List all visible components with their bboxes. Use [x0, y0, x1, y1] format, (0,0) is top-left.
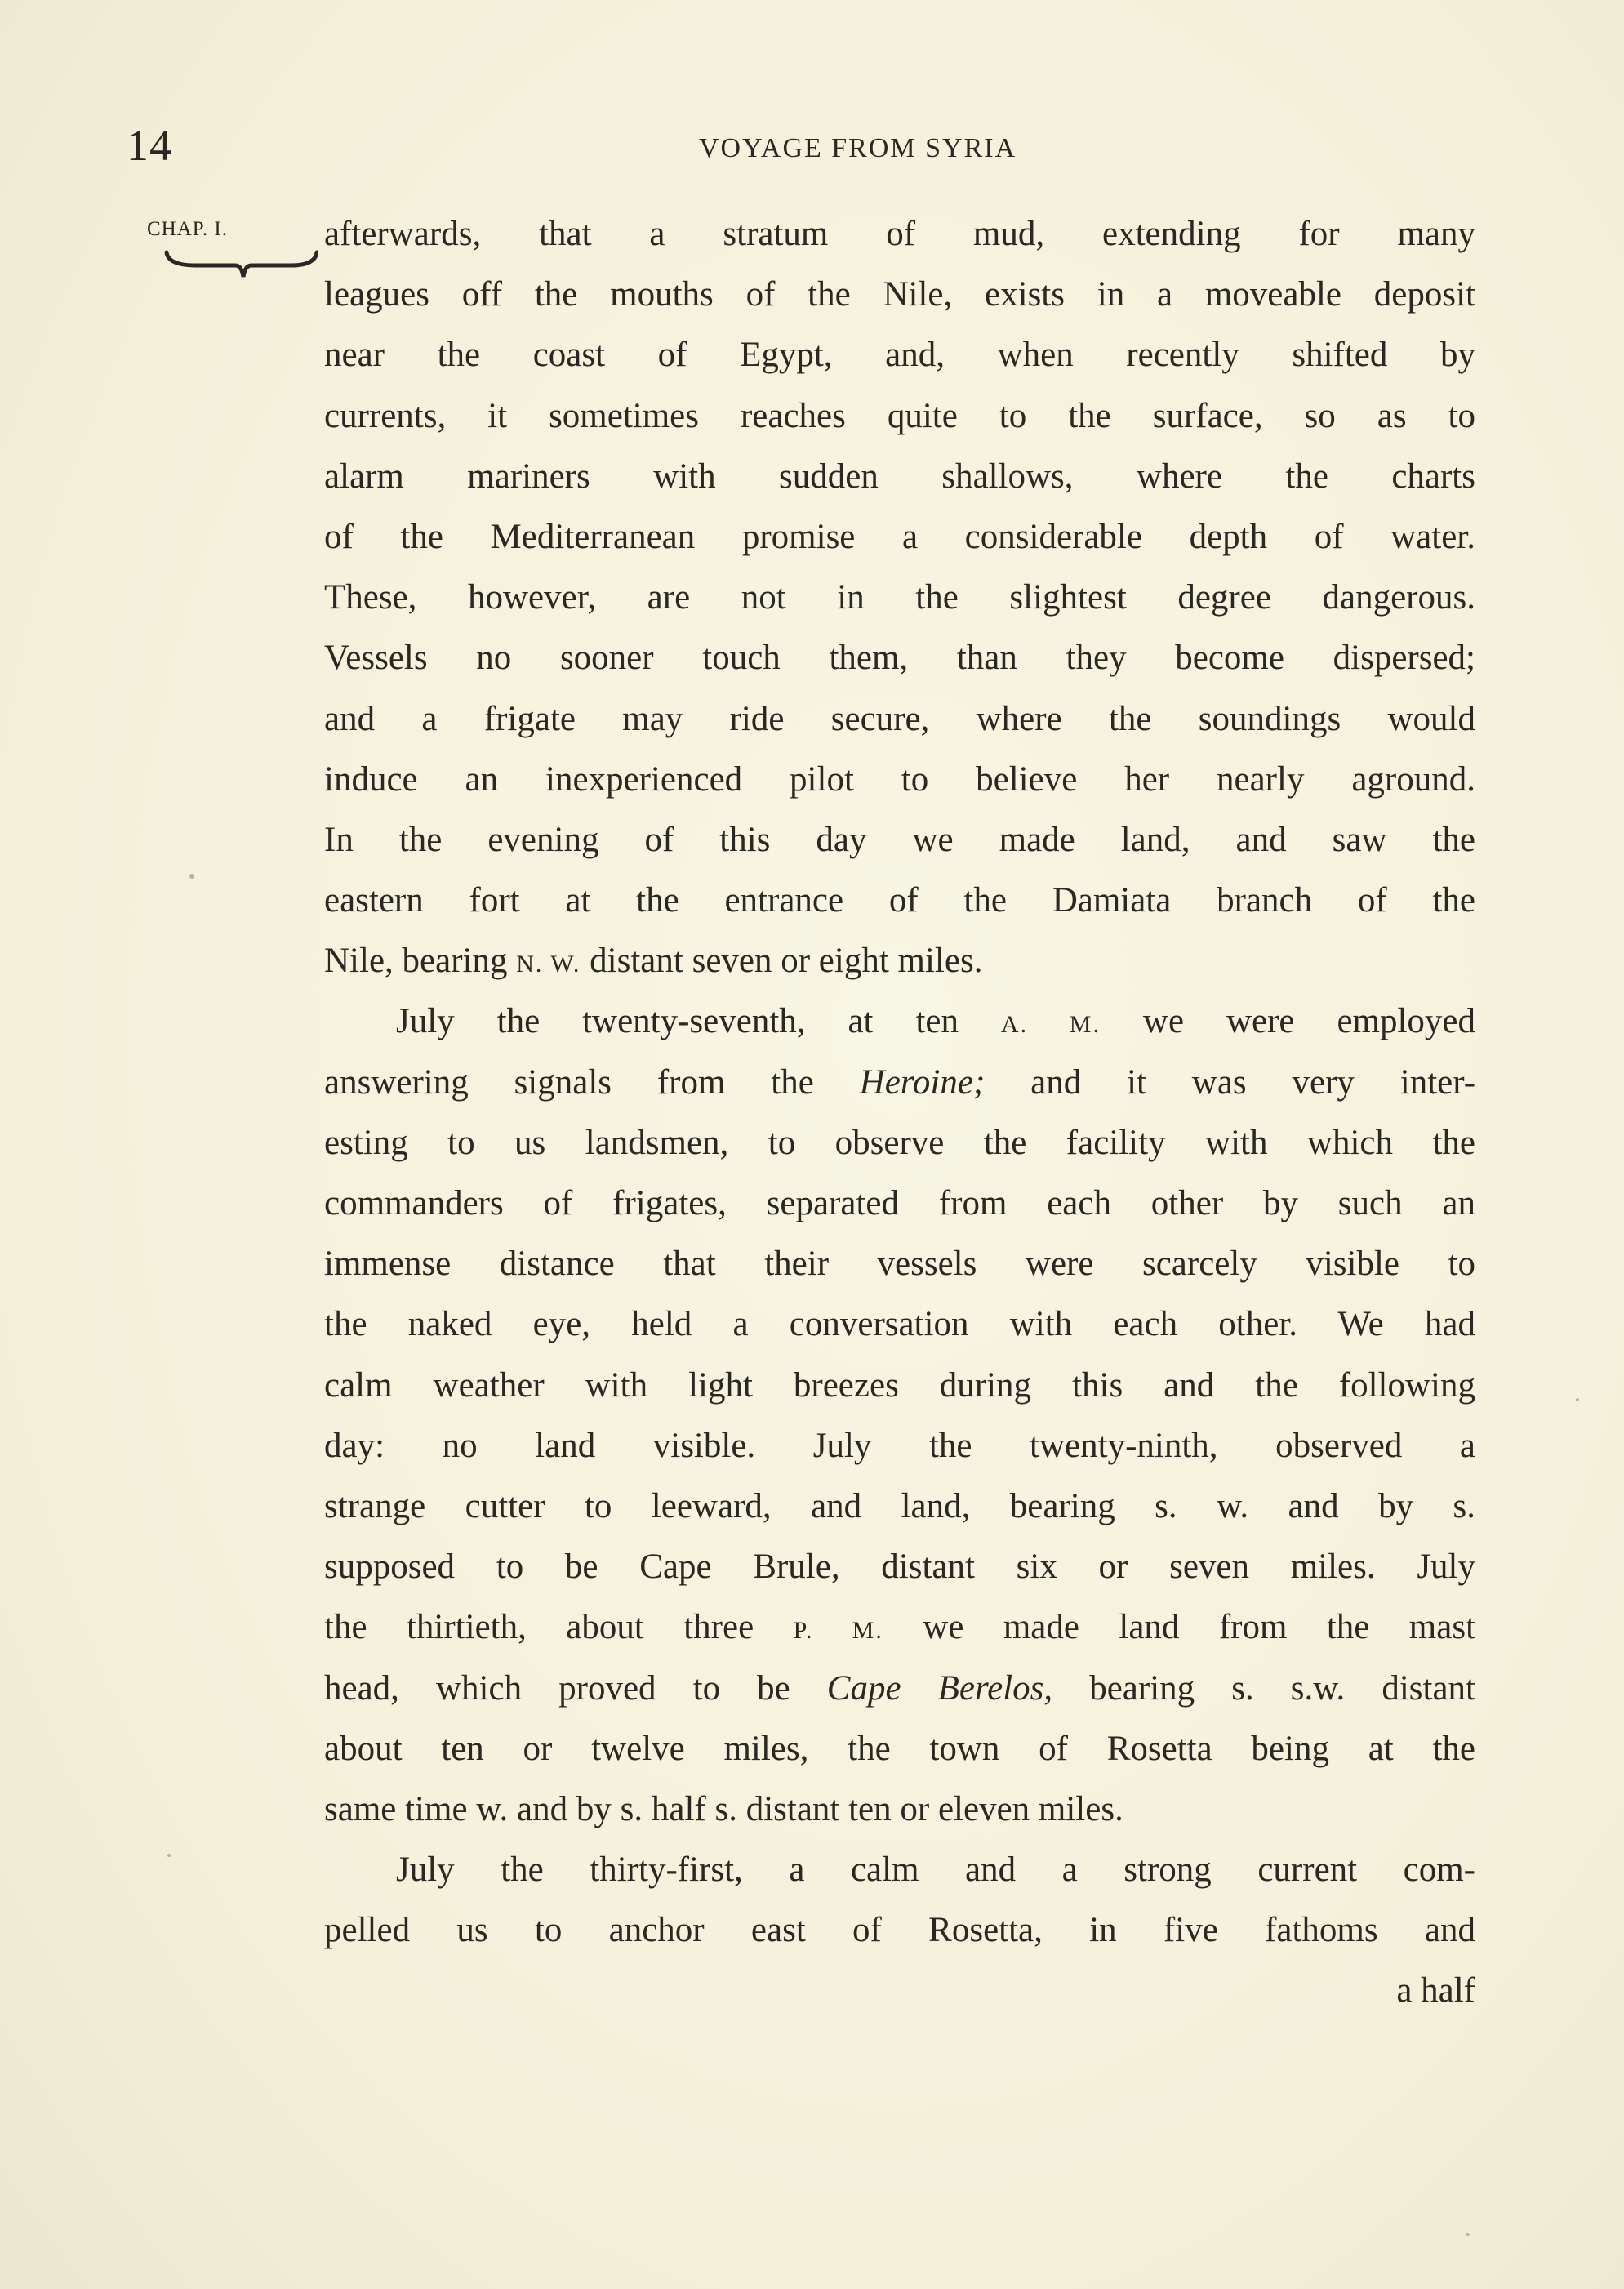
text-line: Vessels no sooner touch them, than they become dispersed; [324, 639, 1475, 678]
text-line: esting to us landsmen, to observe the facility with which the [324, 1123, 1475, 1162]
text-line: day: no land visible. July the twenty-ninth, observed a [324, 1426, 1475, 1465]
text-line: commanders of frigates, separated from each other by such an [324, 1184, 1475, 1222]
chapter-side-note: CHAP. I. [147, 218, 228, 240]
text-line [324, 1597, 1475, 1658]
page-number: 14 [127, 121, 172, 170]
text-line: In the evening of this day we made land, and saw the [324, 820, 1475, 859]
paper-speck [167, 1854, 171, 1857]
text-line: strange cutter to leeward, and land, bearing s. w. and by s. [324, 1486, 1475, 1525]
compass-bearing: N. W. [516, 951, 581, 978]
text-segment: we made land from the mast [923, 1608, 1476, 1647]
text-line: currents, it sometimes reaches quite to the surface, so as to [324, 396, 1475, 435]
text-line: of the Mediterranean promise a considerable depth of water. [324, 517, 1475, 556]
text-line: afterwards, that a stratum of mud, extending for many [324, 215, 1475, 253]
text-segment: distant seven or eight miles. [590, 942, 983, 981]
time-abbreviation: A. M. [1000, 1011, 1101, 1039]
catchword: a half [1396, 1971, 1475, 2011]
text-segment: head, which proved to be [324, 1668, 790, 1708]
text-segment: July the twenty-seventh, at ten [396, 1002, 959, 1041]
brace-ornament [163, 249, 318, 282]
text-line: July the thirty-first, a calm and a strong current com- [396, 1850, 1475, 1890]
text-line: induce an inexperienced pilot to believe her nearly aground. [324, 759, 1475, 799]
text-segment: we were employed [1142, 1002, 1476, 1041]
text-line: near the coast of Egypt, and, when recently shifted by [324, 336, 1475, 375]
text-line: These, however, are not in the slightest degree dangerous. [324, 578, 1475, 617]
text-line [324, 1053, 1475, 1113]
main-text [324, 204, 1475, 2022]
text-line [324, 991, 1475, 1052]
paper-speck [189, 874, 194, 879]
text-line: leagues off the mouths of the Nile, exists in a moveable deposit [324, 275, 1475, 314]
text-line [324, 1659, 1475, 1719]
text-line: alarm mariners with sudden shallows, where the charts [324, 456, 1475, 496]
text-line: eastern fort at the entrance of the Damiata branch of the [324, 881, 1475, 920]
text-line: same time w. and by s. half s. distant ten or eleven miles. [324, 1789, 1123, 1828]
text-line: supposed to be Cape Brule, distant six or seven miles. July [324, 1548, 1475, 1587]
text-segment: the thirtieth, about three [324, 1608, 754, 1647]
text-line: about ten or twelve miles, the town of Rosetta being at the [324, 1729, 1475, 1768]
paper-speck [1576, 1398, 1579, 1401]
text-line: immense distance that their vessels were scarcely visible to [324, 1245, 1475, 1284]
text-segment: and it was very inter- [1030, 1062, 1476, 1102]
time-abbreviation: P. M. [793, 1617, 883, 1645]
text-line: the naked eye, held a conversation with each other. We had [324, 1305, 1475, 1344]
text-line: and a frigate may ride secure, where the soundings would [324, 699, 1475, 738]
place-name: Cape Berelos, [826, 1668, 1053, 1708]
ship-name: Heroine; [859, 1062, 986, 1102]
text-segment: Nile, bearing [324, 942, 508, 981]
text-line [324, 931, 1475, 991]
paper-speck [1466, 2233, 1470, 2236]
text-segment: bearing s. s.w. distant [1089, 1668, 1476, 1708]
text-line: pelled us to anchor east of Rosetta, in five fathoms and [324, 1911, 1475, 1950]
text-segment: answering signals from the [324, 1062, 814, 1102]
text-line: calm weather with light breezes during this and the following [324, 1365, 1475, 1405]
running-title: VOYAGE FROM SYRIA [699, 133, 1017, 163]
